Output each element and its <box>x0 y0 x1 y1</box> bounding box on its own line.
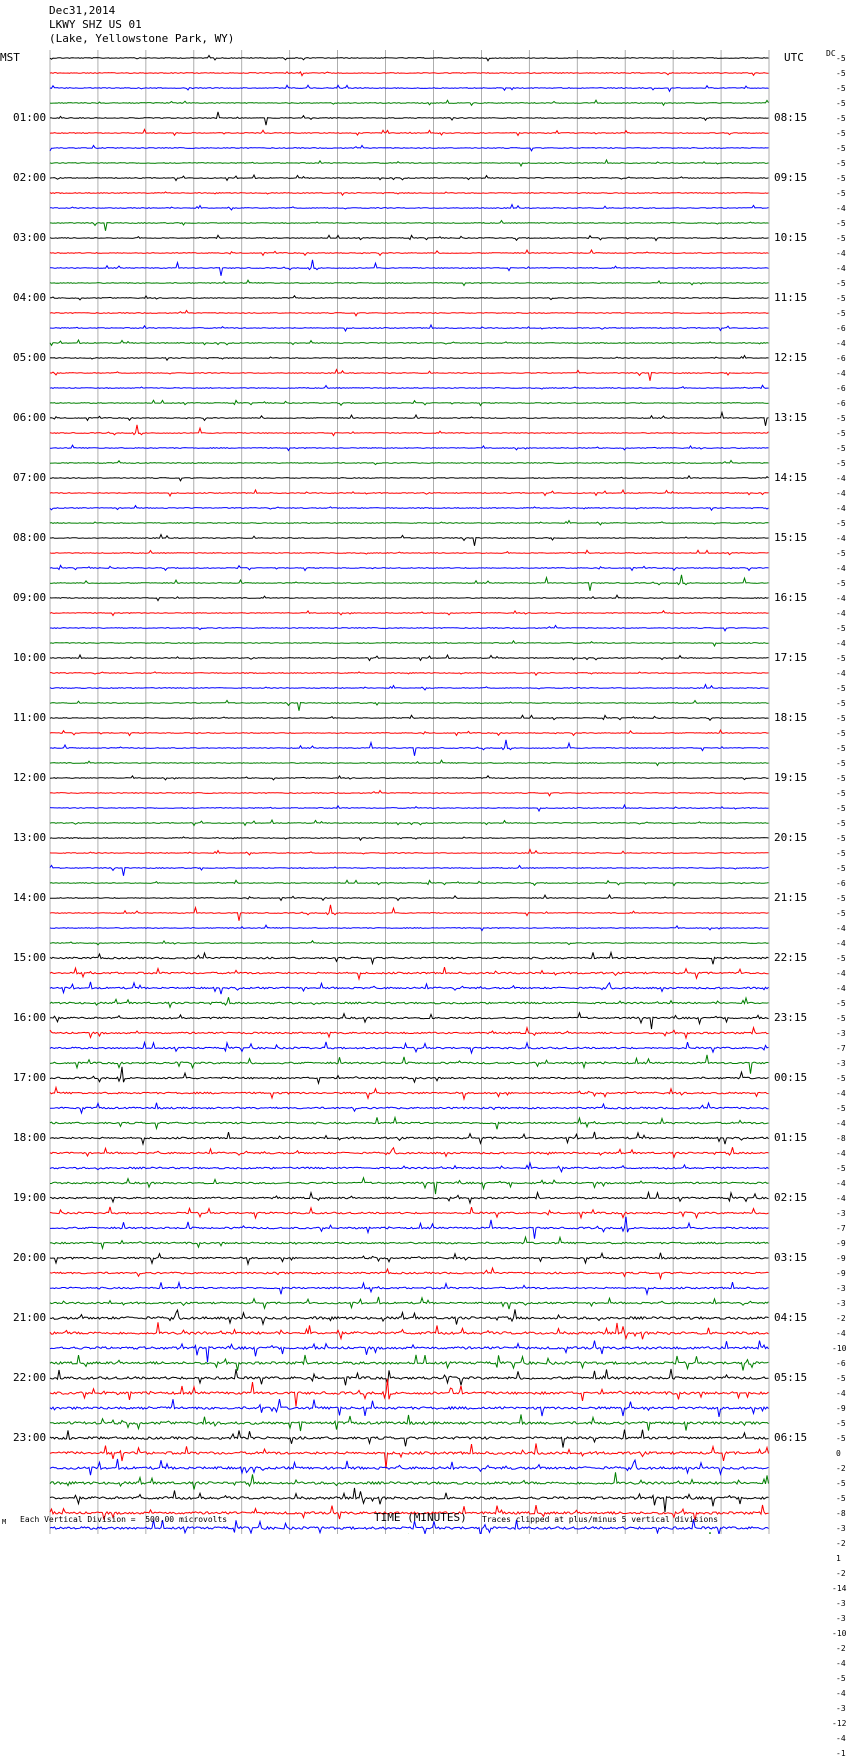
dc-offset-label: -6 <box>836 1359 846 1368</box>
seismic-trace <box>50 325 769 331</box>
dc-offset-label: -3 <box>836 1059 846 1068</box>
seismic-trace <box>50 1322 769 1339</box>
dc-offset-label: -3 <box>836 1029 846 1038</box>
seismic-trace <box>50 175 769 181</box>
left-hour-label: 23:00 <box>13 1431 47 1444</box>
right-hour-label: 04:15 <box>774 1311 808 1324</box>
dc-offset-label: -4 <box>836 1179 846 1188</box>
seismic-trace <box>50 1163 769 1172</box>
seismic-trace <box>50 260 769 276</box>
dc-offset-label: -3 <box>836 1299 846 1308</box>
right-hour-label: 00:15 <box>774 1071 808 1084</box>
right-hour-label: 10:15 <box>774 231 808 244</box>
left-hour-label: 07:00 <box>13 471 47 484</box>
left-hour-label: 20:00 <box>13 1251 47 1264</box>
seismic-trace <box>50 1253 769 1264</box>
seismic-trace <box>50 250 769 255</box>
dc-offset-label: -5 <box>836 789 846 798</box>
dc-offset-label: -5 <box>836 54 846 63</box>
dc-offset-label: -5 <box>836 1419 846 1428</box>
left-hour-label: 06:00 <box>13 411 47 424</box>
dc-offset-label: -2 <box>836 1464 846 1473</box>
dc-offset-label: -5 <box>836 804 846 813</box>
seismic-trace <box>50 296 769 300</box>
seismic-trace <box>50 85 769 91</box>
seismic-trace <box>50 1193 769 1204</box>
dc-offset-label: -4 <box>836 264 846 273</box>
seismic-trace <box>50 476 769 481</box>
dc-offset-label: -4 <box>836 609 846 618</box>
seismic-trace <box>50 575 769 591</box>
dc-offset-label: -2 <box>836 1314 846 1323</box>
dc-offset-label: -7 <box>836 1224 846 1233</box>
right-hour-label: 11:15 <box>774 291 808 304</box>
seismic-trace <box>50 146 769 151</box>
seismic-trace <box>50 129 769 135</box>
seismic-trace <box>50 1444 769 1469</box>
dc-offset-label: -4 <box>836 984 846 993</box>
dc-offset-label: -5 <box>836 654 846 663</box>
seismic-trace <box>50 370 769 381</box>
dc-offset-label: -4 <box>836 669 846 678</box>
seismic-trace <box>50 205 769 210</box>
dc-offset-label: -4 <box>836 369 846 378</box>
dc-offset-label: -4 <box>836 1659 846 1668</box>
dc-offset-label: -5 <box>836 1014 846 1023</box>
seismic-trace <box>50 865 769 875</box>
x-axis-title: TIME (MINUTES) <box>374 1511 467 1524</box>
seismic-trace <box>50 997 769 1007</box>
dc-offset-label: -12 <box>832 1719 847 1728</box>
seismic-trace <box>50 235 769 240</box>
seismic-trace <box>50 160 769 166</box>
dc-offset-label: -4 <box>836 249 846 258</box>
seismic-trace <box>50 311 769 316</box>
seismic-trace <box>50 805 769 811</box>
dc-offset-label: -2 <box>836 1539 846 1548</box>
dc-offset-label: -2 <box>836 1644 846 1653</box>
right-hour-label: 02:15 <box>774 1191 808 1204</box>
dc-offset-label: -5 <box>836 1494 846 1503</box>
dc-offset-label: -3 <box>836 1704 846 1713</box>
seismic-trace <box>50 1379 769 1407</box>
dc-offset-label: -5 <box>836 159 846 168</box>
seismic-trace <box>50 700 769 710</box>
seismic-trace <box>50 490 769 496</box>
left-hour-label: 09:00 <box>13 591 47 604</box>
dc-offset-label: -6 <box>836 399 846 408</box>
left-hour-label: 08:00 <box>13 531 47 544</box>
dc-offset-label: -5 <box>836 909 846 918</box>
dc-offset-label: -5 <box>836 864 846 873</box>
right-hour-label: 08:15 <box>774 111 808 124</box>
seismic-trace <box>50 112 769 125</box>
seismic-trace <box>50 425 769 436</box>
dc-offset-label: -5 <box>836 759 846 768</box>
dc-offset-label: 1 <box>836 1554 841 1563</box>
dc-offset-label: -4 <box>836 534 846 543</box>
dc-offset-label: -4 <box>836 1689 846 1698</box>
left-hour-label: 17:00 <box>13 1071 47 1084</box>
dc-offset-label: -5 <box>836 429 846 438</box>
seismic-trace <box>50 565 769 570</box>
dc-offset-label: -5 <box>836 624 846 633</box>
seismic-trace <box>50 850 769 855</box>
dc-offset-label: -4 <box>836 639 846 648</box>
left-hour-label: 22:00 <box>13 1371 47 1384</box>
dc-offset-label: -3 <box>836 1599 846 1608</box>
dc-offset-label: -10 <box>832 1344 847 1353</box>
seismic-trace <box>50 72 769 76</box>
dc-offset-label: -4 <box>836 339 846 348</box>
seismic-trace <box>50 626 769 631</box>
seismic-trace <box>50 1055 769 1074</box>
seismic-trace <box>50 1369 769 1385</box>
seismic-trace <box>50 192 769 195</box>
dc-offset-label: -5 <box>836 294 846 303</box>
dc-offset-label: -5 <box>836 1479 846 1488</box>
plot-date: Dec31,2014 <box>49 4 116 17</box>
seismic-trace <box>50 550 769 554</box>
dc-offset-label: -4 <box>836 504 846 513</box>
dc-offset-label: -5 <box>836 579 846 588</box>
seismic-trace <box>50 925 769 930</box>
left-hour-label: 21:00 <box>13 1311 47 1324</box>
seismic-trace <box>50 655 769 661</box>
dc-offset-label: -4 <box>836 924 846 933</box>
dc-offset-label: -1 <box>836 1749 846 1758</box>
dc-offset-label: -9 <box>836 1404 846 1413</box>
dc-offset-label: -9 <box>836 1254 846 1263</box>
dc-offset-label: -5 <box>836 1674 846 1683</box>
dc-offset-label: -5 <box>836 1164 846 1173</box>
dc-offset-label: -10 <box>832 1629 847 1638</box>
dc-offset-label: -5 <box>836 234 846 243</box>
dc-offset-label: -5 <box>836 174 846 183</box>
left-hour-label: 11:00 <box>13 711 47 724</box>
left-hour-label: 02:00 <box>13 171 47 184</box>
dc-offset-label: -5 <box>836 114 846 123</box>
dc-offset-label: -5 <box>836 1104 846 1113</box>
seismic-trace <box>50 1297 769 1309</box>
dc-offset-label: -5 <box>836 99 846 108</box>
dc-offset-label: -7 <box>836 1044 846 1053</box>
dc-offset-label: -4 <box>836 1119 846 1128</box>
dc-offset-label: -4 <box>836 1734 846 1743</box>
seismic-trace <box>50 1178 769 1194</box>
seismic-trace <box>50 100 769 105</box>
dc-offset-label: -5 <box>836 189 846 198</box>
seismic-trace <box>50 791 769 796</box>
seismic-trace <box>50 506 769 511</box>
right-timezone-label: UTC <box>784 51 804 64</box>
dc-offset-label: -4 <box>836 969 846 978</box>
right-hour-label: 18:15 <box>774 711 808 724</box>
seismic-trace <box>50 1282 769 1294</box>
station-location: (Lake, Yellowstone Park, WY) <box>49 32 235 45</box>
left-hour-label: 19:00 <box>13 1191 47 1204</box>
seismic-trace <box>50 760 769 765</box>
seismic-trace <box>50 1217 769 1239</box>
left-hour-label: 01:00 <box>13 111 47 124</box>
seismic-trace <box>50 445 769 450</box>
seismic-trace <box>50 56 769 61</box>
right-hour-label: 17:15 <box>774 651 808 664</box>
dc-offset-label: -5 <box>836 954 846 963</box>
dc-offset-label: -5 <box>836 744 846 753</box>
left-hour-label: 04:00 <box>13 291 47 304</box>
seismic-trace <box>50 837 769 840</box>
dc-offset-label: -5 <box>836 129 846 138</box>
dc-offset-label: -5 <box>836 684 846 693</box>
seismic-trace <box>50 595 769 600</box>
dc-offset-label: -5 <box>836 69 846 78</box>
dc-offset-label: -4 <box>836 474 846 483</box>
seismic-trace <box>50 730 769 735</box>
seismic-trace <box>50 280 769 285</box>
seismic-trace <box>50 941 769 945</box>
left-hour-label: 14:00 <box>13 891 47 904</box>
left-hour-label: 13:00 <box>13 831 47 844</box>
dc-offset-label: -6 <box>836 384 846 393</box>
dc-offset-label: -3 <box>836 1284 846 1293</box>
seismic-trace <box>50 967 769 979</box>
seismic-traces <box>50 56 769 1535</box>
dc-offset-label: -2 <box>836 1569 846 1578</box>
seismic-trace <box>50 776 769 780</box>
left-hour-label: 03:00 <box>13 231 47 244</box>
right-hour-label: 05:15 <box>774 1371 808 1384</box>
dc-offset-label: -5 <box>836 819 846 828</box>
seismic-trace <box>50 672 769 675</box>
seismic-trace <box>50 1042 769 1053</box>
seismic-trace <box>50 1087 769 1099</box>
seismic-trace <box>50 641 769 646</box>
left-hour-label: 05:00 <box>13 351 47 364</box>
dc-offset-label: -4 <box>836 1149 846 1158</box>
dc-offset-label: -14 <box>832 1584 847 1593</box>
dc-offset-label: 0 <box>836 1449 841 1458</box>
dc-offset-label: -3 <box>836 1209 846 1218</box>
right-hour-label: 23:15 <box>774 1011 808 1024</box>
seismic-trace <box>50 400 769 405</box>
dc-offset-label: -3 <box>836 1614 846 1623</box>
vertical-division-note: Each Vertical Division = 500.00 microvolts <box>20 1515 228 1524</box>
left-hour-label: 12:00 <box>13 771 47 784</box>
seismic-trace <box>50 1459 769 1475</box>
right-hour-label: 16:15 <box>774 591 808 604</box>
seismic-trace <box>50 356 769 361</box>
dc-offset-label: -5 <box>836 309 846 318</box>
dc-offset-label: -5 <box>836 549 846 558</box>
seismic-trace <box>50 1430 769 1448</box>
seismic-trace <box>50 1415 769 1432</box>
dc-offset-label: -5 <box>836 774 846 783</box>
seismic-trace <box>50 1237 769 1248</box>
dc-offset-label: -5 <box>836 519 846 528</box>
dc-offset-label: -5 <box>836 84 846 93</box>
dc-offset-label: -8 <box>836 1134 846 1143</box>
dc-offset-label: -6 <box>836 879 846 888</box>
dc-offset-label: -4 <box>836 204 846 213</box>
left-timezone-label: MST <box>0 51 20 64</box>
right-hour-label: 06:15 <box>774 1431 808 1444</box>
right-hour-label: 20:15 <box>774 831 808 844</box>
dc-offset-label: -4 <box>836 1329 846 1338</box>
seismic-trace <box>50 221 769 231</box>
seismic-trace <box>50 820 769 826</box>
seismic-trace <box>50 895 769 900</box>
seismic-trace <box>50 521 769 525</box>
right-hour-label: 19:15 <box>774 771 808 784</box>
dc-offset-label: -4 <box>836 1089 846 1098</box>
dc-offset-label: -5 <box>836 279 846 288</box>
seismic-trace <box>50 905 769 921</box>
seismic-trace <box>50 1013 769 1029</box>
right-hour-label: 13:15 <box>774 411 808 424</box>
dc-offset-label: -3 <box>836 1524 846 1533</box>
corner-mark: M <box>2 1518 7 1526</box>
dc-offset-label: -5 <box>836 729 846 738</box>
right-hour-label: 03:15 <box>774 1251 808 1264</box>
dc-offset-label: -5 <box>836 444 846 453</box>
right-hour-label: 21:15 <box>774 891 808 904</box>
dc-offset-label: -6 <box>836 354 846 363</box>
seismic-trace <box>50 1268 769 1279</box>
seismic-trace <box>50 611 769 616</box>
seismic-trace <box>50 1028 769 1039</box>
seismic-trace <box>50 535 769 546</box>
dc-offset-label: -4 <box>836 489 846 498</box>
dc-offset-label: -8 <box>836 1509 846 1518</box>
dc-offset-label: -5 <box>836 1074 846 1083</box>
seismic-trace <box>50 1399 769 1417</box>
seismic-trace <box>50 952 769 964</box>
seismic-trace <box>50 1472 769 1489</box>
right-hour-label: 12:15 <box>774 351 808 364</box>
seismic-trace <box>50 1488 769 1512</box>
dc-offset-label: -5 <box>836 834 846 843</box>
seismic-trace <box>50 413 769 426</box>
seismic-trace <box>50 685 769 690</box>
right-hour-label: 09:15 <box>774 171 808 184</box>
seismic-trace <box>50 1067 769 1084</box>
dc-offset-label: -5 <box>836 714 846 723</box>
dc-offset-label: -4 <box>836 594 846 603</box>
right-hour-label: 14:15 <box>774 471 808 484</box>
dc-offset-label: -5 <box>836 414 846 423</box>
dc-offset-label: -6 <box>836 324 846 333</box>
dc-offset-label: -5 <box>836 849 846 858</box>
minute-gridlines <box>50 50 769 1534</box>
seismic-trace <box>50 740 769 756</box>
clip-note: Traces clipped at plus/minus 5 vertical divisions <box>482 1515 719 1524</box>
seismic-trace <box>50 461 769 465</box>
dc-offset-label: -5 <box>836 459 846 468</box>
seismic-trace <box>50 880 769 885</box>
left-hour-label: 15:00 <box>13 951 47 964</box>
seismic-trace <box>50 1117 769 1129</box>
left-hour-label: 10:00 <box>13 651 47 664</box>
seismic-trace <box>50 385 769 389</box>
seismic-trace <box>50 982 769 994</box>
dc-offset-label: -5 <box>836 1434 846 1443</box>
right-hour-label: 01:15 <box>774 1131 808 1144</box>
seismic-trace <box>50 1207 769 1218</box>
dc-offset-label: -5 <box>836 144 846 153</box>
station-code: LKWY SHZ US 01 <box>49 18 142 31</box>
seismic-trace <box>50 340 769 345</box>
dc-offset-label: -4 <box>836 939 846 948</box>
right-hour-label: 15:15 <box>774 531 808 544</box>
left-hour-label: 18:00 <box>13 1131 47 1144</box>
dc-offset-label: -9 <box>836 1239 846 1248</box>
seismic-trace <box>50 715 769 720</box>
right-hour-label: 22:15 <box>774 951 808 964</box>
dc-offset-label: -5 <box>836 894 846 903</box>
seismic-trace <box>50 1341 769 1363</box>
dc-offset-label: -5 <box>836 219 846 228</box>
dc-offset-label: -4 <box>836 1194 846 1203</box>
dc-offset-label: -5 <box>836 699 846 708</box>
dc-offset-label: -5 <box>836 999 846 1008</box>
seismic-trace <box>50 1147 769 1157</box>
seismic-trace <box>50 1132 769 1144</box>
dc-offset-label: -9 <box>836 1269 846 1278</box>
seismic-trace <box>50 1103 769 1113</box>
seismic-trace <box>50 1355 769 1371</box>
dc-offset-label: -4 <box>836 564 846 573</box>
dc-offset-label: -4 <box>836 1389 846 1398</box>
dc-offset-header: DC <box>826 49 836 58</box>
left-hour-label: 16:00 <box>13 1011 47 1024</box>
dc-offset-label: -5 <box>836 1374 846 1383</box>
